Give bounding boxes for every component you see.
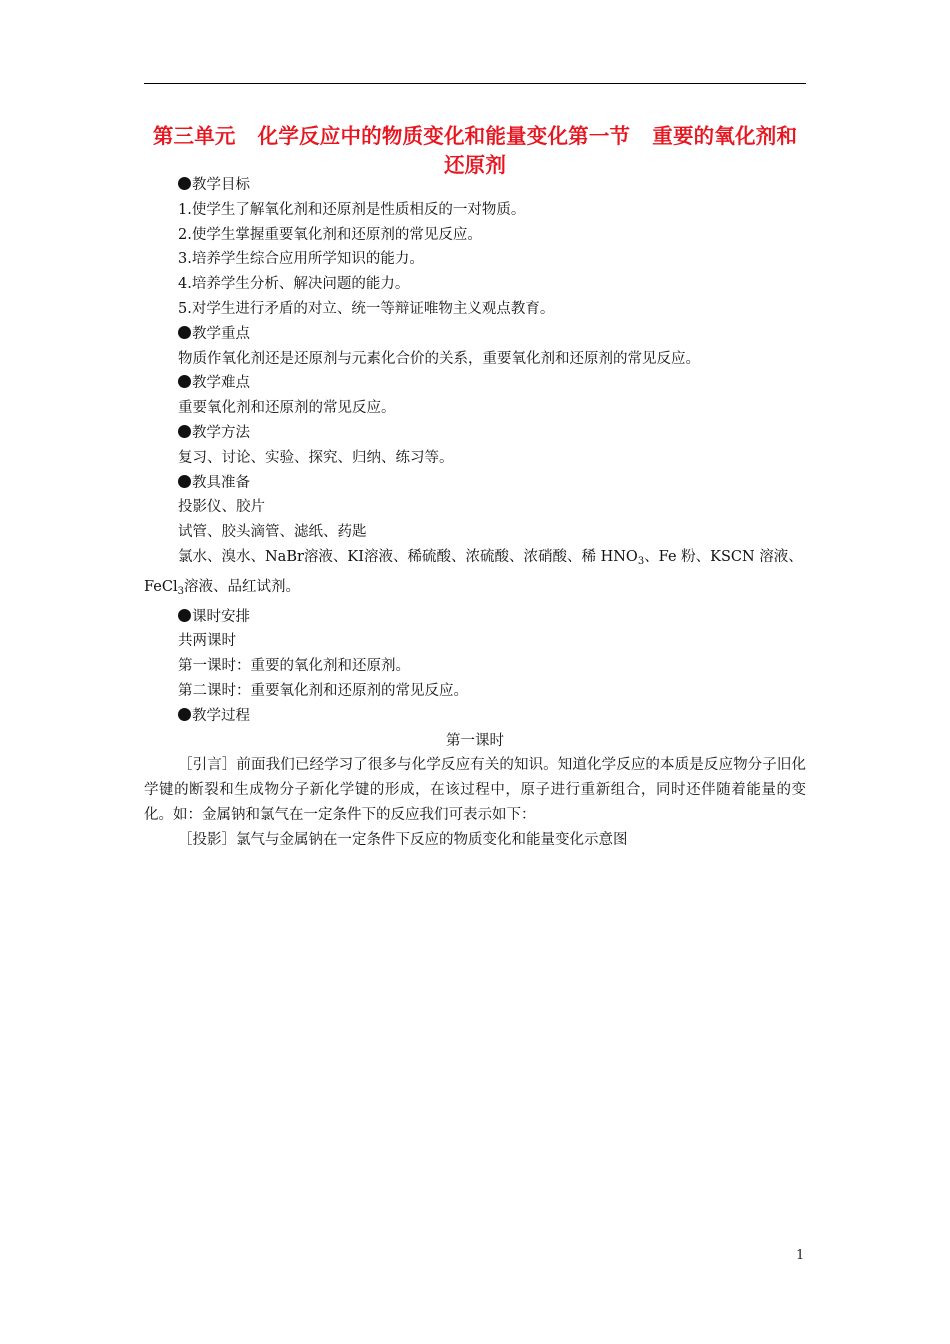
- methods-text: 复习、讨论、实验、探究、归纳、练习等。: [178, 449, 454, 466]
- header-rule: [144, 83, 806, 84]
- bullet-icon: [178, 375, 191, 388]
- section-heading-key-points: 教学重点: [144, 322, 816, 347]
- title-section: 重要的氧化剂和还原剂: [443, 124, 798, 177]
- section-heading-difficulties: 教学难点: [144, 371, 816, 396]
- objective-item: 2.使学生掌握重要氧化剂和还原剂的常见反应。: [178, 226, 482, 243]
- title-unit: 第三单元: [152, 124, 236, 148]
- section-heading-equipment: 教具准备: [144, 471, 816, 496]
- schedule-line: 共两课时: [178, 633, 236, 650]
- bullet-icon: [178, 177, 191, 190]
- equipment-reagents-line-cont: FeCl$_3$溶液、品红试剂。: [144, 578, 300, 597]
- schedule-line: 第一课时：重要的氧化剂和还原剂。: [178, 658, 410, 675]
- objective-item: 5.对学生进行矛盾的对立、统一等辩证唯物主义观点教育。: [178, 300, 555, 317]
- objective-item: 3.培养学生综合应用所学知识的能力。: [178, 251, 424, 268]
- intro-paragraph: ［引言］前面我们已经学习了很多与化学反应有关的知识。知道化学反应的本质是反应物分子旧化学键的断裂和生成物分子新化学键的形成，在该过程中，原子进行重新组合，同时还伴随着能量的变化。如：金属钠和氯气在一定条件下的反应我们可表示如下：: [144, 757, 806, 823]
- title-chapter: 化学反应中的物质变化和能量变化第一节: [257, 124, 631, 148]
- objective-item: 4.培养学生分析、解决问题的能力。: [178, 276, 410, 293]
- document-body: [144, 173, 816, 853]
- bullet-icon: [178, 425, 191, 438]
- difficulties-text: 重要氧化剂和还原剂的常见反应。: [178, 400, 396, 417]
- key-points-text: 物质作氧化剂还是还原剂与元素化合价的关系，重要氧化剂和还原剂的常见反应。: [178, 350, 700, 367]
- bullet-icon: [178, 326, 191, 339]
- equipment-line: 试管、胶头滴管、滤纸、药匙: [178, 524, 367, 541]
- section-heading-methods: 教学方法: [144, 421, 816, 446]
- section-heading-objectives: 教学目标: [144, 173, 816, 198]
- document-title: [144, 122, 806, 180]
- equipment-line: 投影仪、胶片: [178, 499, 265, 516]
- schedule-line: 第二课时：重要氧化剂和还原剂的常见反应。: [178, 682, 468, 699]
- bullet-icon: [178, 708, 191, 721]
- objective-item: 1.使学生了解氧化剂和还原剂是性质相反的一对物质。: [178, 201, 526, 218]
- equipment-reagents-line: 氯水、溴水、NaBr溶液、KI溶液、稀硫酸、浓硫酸、浓硝酸、稀 $HNO_3$、Fe 粉、KSCN 溶液、: [178, 548, 803, 567]
- bullet-icon: [178, 609, 191, 622]
- page-number: 1: [796, 1248, 805, 1263]
- projection-line: ［投影］氯气与金属钠在一定条件下反应的物质变化和能量变化示意图: [178, 831, 628, 848]
- lesson-title: 第一课时: [446, 732, 504, 749]
- bullet-icon: [178, 475, 191, 488]
- section-heading-process: 教学过程: [144, 704, 816, 729]
- section-heading-schedule: 课时安排: [144, 605, 816, 630]
